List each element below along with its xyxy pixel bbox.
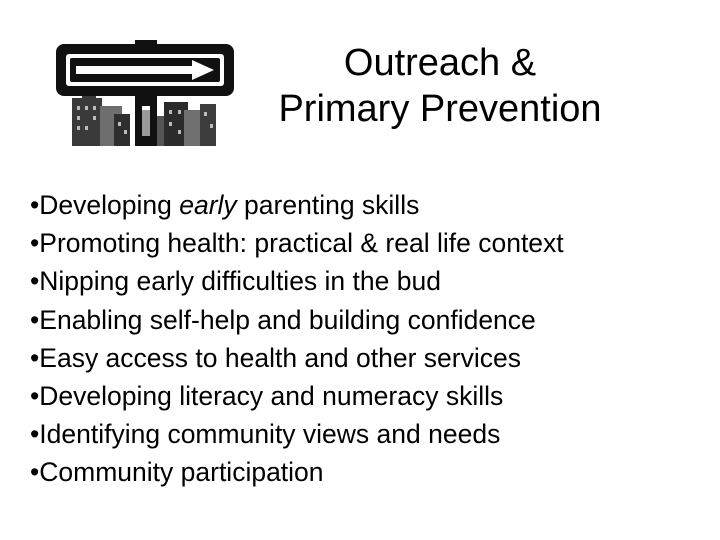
bullet-item (30, 339, 564, 377)
bullet-marker: • (30, 304, 40, 335)
bullet-text: Enabling self-help and building confidence (39, 304, 536, 335)
bullet-text: Easy access to health and other services (39, 342, 521, 373)
bullet-emphasis: early (179, 190, 237, 220)
bullet-marker: • (30, 190, 40, 220)
sign-board (56, 44, 234, 96)
bullet-item (30, 186, 564, 224)
bullet-text: Promoting health: practical & real life context (39, 228, 564, 259)
bullet-item (30, 415, 564, 453)
bullet-marker: • (30, 228, 40, 259)
bullet-list (30, 186, 564, 492)
slide-title (250, 40, 630, 132)
bullet-item (30, 301, 564, 339)
slide-title-line-2: Primary Prevention (278, 88, 602, 130)
bullet-text: Nipping early difficulties in the bud (39, 266, 441, 297)
bullet-item (30, 453, 564, 491)
bullet-marker: • (30, 342, 40, 373)
bullet-marker: • (30, 457, 40, 488)
bullet-item (30, 377, 564, 415)
bullet-text: Community participation (39, 457, 324, 488)
bullet-text: Identifying community views and needs (39, 419, 501, 450)
bullet-marker: • (30, 419, 40, 450)
bullet-text: parenting skills (236, 190, 420, 220)
bullet-text: Developing literacy and numeracy skills (39, 381, 504, 412)
one-way-street-sign-icon (44, 30, 244, 150)
slide-title-line-1: Outreach & (343, 42, 537, 84)
bullet-marker: • (30, 381, 40, 412)
bullet-text: Developing (39, 190, 180, 220)
bullet-marker: • (30, 266, 40, 297)
bullet-item (30, 262, 564, 300)
bullet-item (30, 224, 564, 262)
